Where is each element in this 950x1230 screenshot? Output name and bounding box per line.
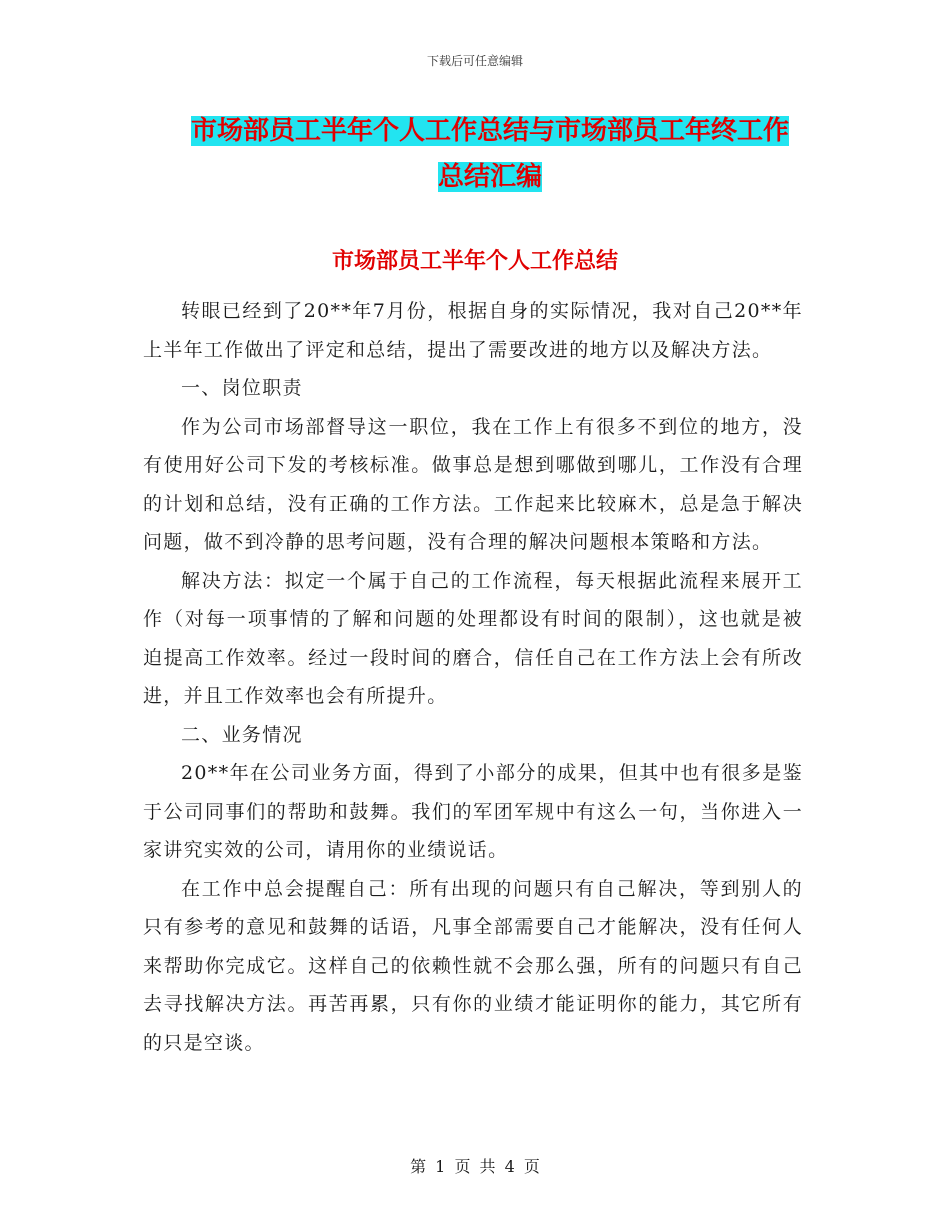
page-footer: 第 1 页 共 4 页 xyxy=(410,1157,540,1176)
section-title: 市场部员工半年个人工作总结 xyxy=(331,249,618,274)
paragraph-solution: 解决方法：拟定一个属于自己的工作流程，每天根据此流程来展开工作（对每一项事情的了解和问题的处理都设有时间的限制），这也就是被迫提高工作效率。经过一段时间的磨合，信任自己在工作方法上会有所改进，并且工作效率也会有所提升。 xyxy=(143,569,803,707)
paragraph-business: 20**年在公司业务方面，得到了小部分的成果，但其中也有很多是鉴于公司同事们的帮助和鼓舞。我们的军团军规中有这么一句，当你进入一家讲究实效的公司，请用你的业绩说话。 xyxy=(143,762,803,861)
document-title-line-1: 市场部员工半年个人工作总结与市场部员工年终工作 xyxy=(190,116,789,146)
paragraph-intro: 转眼已经到了20**年7月份，根据自身的实际情况，我对自己20**年上半年工作做出了评定和总结，提出了需要改进的地方以及解决方法。 xyxy=(143,300,803,361)
heading-business: 二、业务情况 xyxy=(181,723,303,746)
paragraph-self-reminder: 在工作中总会提醒自己：所有出现的问题只有自己解决，等到别人的只有参考的意见和鼓舞的话语，凡事全部需要自己才能解决，没有任何人来帮助你完成它。这样自己的依赖性就不会那么强，所有的问题只有自己去寻找解决方法。再苦再累，只有你的业绩才能证明你的能力，其它所有的只是空谈。 xyxy=(143,877,803,1054)
heading-job-duties: 一、岗位职责 xyxy=(181,377,303,399)
header-note: 下载后可任意编辑 xyxy=(426,54,523,68)
document-title-line-2: 总结汇编 xyxy=(437,162,542,192)
paragraph-duties: 作为公司市场部督导这一职位，我在工作上有很多不到位的地方，没有使用好公司下发的考核标准。做事总是想到哪做到哪儿，工作没有合理的计划和总结，没有正确的工作方法。工作起来比较麻木，总是急于解决问题，做不到冷静的思考问题，没有合理的解决问题根本策略和方法。 xyxy=(143,415,803,553)
body-text xyxy=(143,292,803,1062)
document-title xyxy=(140,108,840,200)
